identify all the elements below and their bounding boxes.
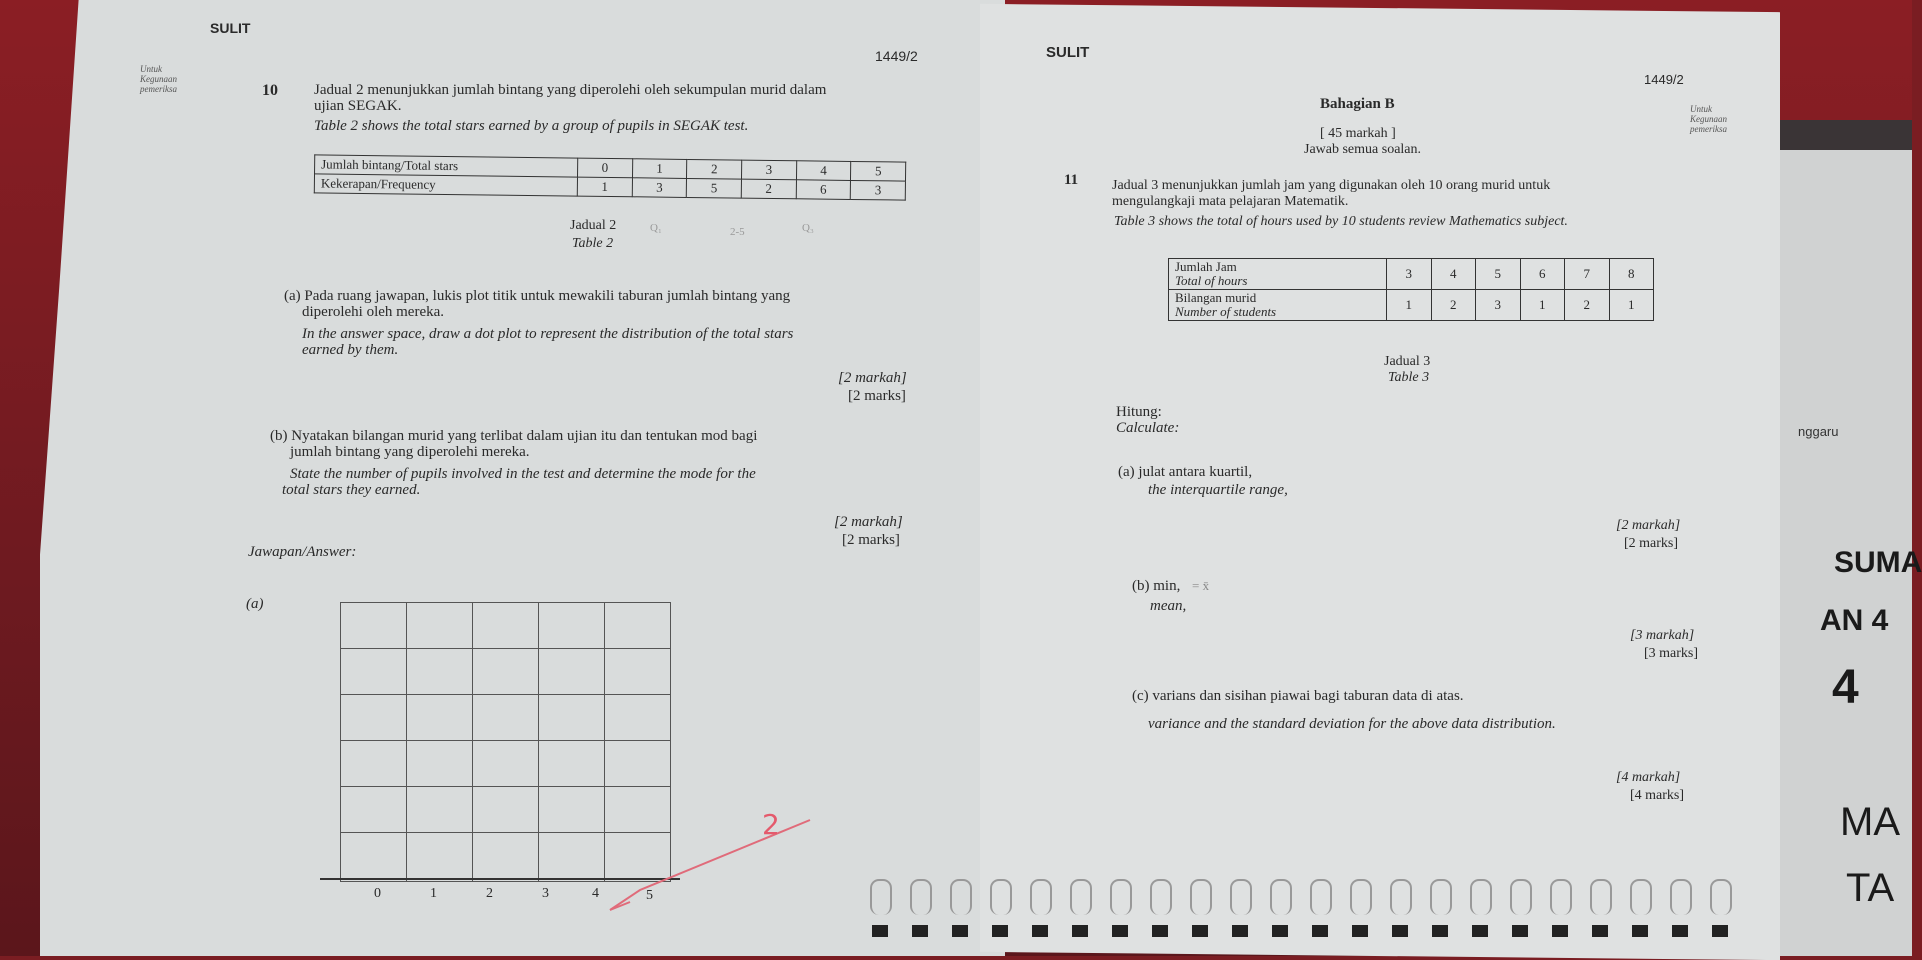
part-b-english-line2: total stars they earned. [282, 482, 421, 498]
part-b-malay-line2: jumlah bintang yang diperolehi mereka. [290, 444, 530, 460]
table-2 [314, 154, 906, 200]
section-marks: [ 45 markah ] [1320, 126, 1396, 141]
pink-pencil-stroke [600, 800, 830, 920]
right-part-c-marks-malay: [4 markah] [1616, 770, 1681, 785]
bg-fragment: AN 4 [1820, 604, 1889, 637]
table3-row2-label-english: Number of students [1175, 304, 1277, 319]
table3-caption-english: Table 3 [1388, 370, 1430, 385]
right-paper-code: 1449/2 [1644, 72, 1684, 87]
table3-cell: 1 [1520, 290, 1565, 321]
table2-caption-english: Table 2 [572, 236, 614, 251]
table3-row1-label-english: Total of hours [1175, 273, 1248, 288]
table2-cell: 6 [796, 180, 851, 200]
q10-english: Table 2 shows the total stars earned by a group of pupils in SEGAK test. [314, 118, 749, 134]
left-header-sulit: SULIT [210, 20, 251, 36]
axis-tick: 0 [374, 886, 381, 901]
part-c-malay: (c) varians dan sisihan piawai bagi taburan data di atas. [1132, 688, 1464, 704]
part-b-english: mean, [1150, 598, 1187, 614]
part-a-marks-english: [2 marks] [848, 388, 906, 404]
table3-caption-malay: Jadual 3 [1384, 354, 1431, 369]
part-b-english-line1: State the number of pupils involved in the test and determine the mode for the [290, 466, 756, 482]
part-a-malay-line1: (a) Pada ruang jawapan, lukis plot titik untuk mewakili taburan jumlah bintang yang [284, 288, 791, 304]
right-part-a-marks-english: [2 marks] [1624, 536, 1679, 551]
table3-cell: 3 [1387, 259, 1432, 290]
part-b-malay: (b) min, [1132, 578, 1181, 594]
right-part-c-marks-english: [4 marks] [1630, 788, 1685, 803]
axis-tick: 1 [430, 886, 437, 901]
table3-row2-label [1169, 290, 1387, 321]
part-a-english-line1: In the answer space, draw a dot plot to represent the distribution of the total stars [302, 326, 794, 342]
left-margin-note: Untuk Kegunaan pemeriksa [140, 64, 177, 94]
q10-malay-line2: ujian SEGAK. [314, 98, 402, 114]
q11-english: Table 3 shows the total of hours used by 10 students review Mathematics subject. [1114, 214, 1568, 229]
calc-english: Calculate: [1116, 420, 1180, 436]
table3-cell: 2 [1565, 290, 1610, 321]
table2-cell: 2 [687, 159, 742, 179]
axis-tick: 4 [592, 886, 599, 901]
part-b-marks-malay: [2 markah] [834, 514, 903, 530]
table3-cell: 5 [1476, 259, 1521, 290]
table2-cell: 0 [578, 158, 633, 178]
bg-fragment: SUMA [1834, 546, 1922, 579]
pencil-two: 2 [762, 808, 780, 841]
part-c-english: variance and the standard deviation for the above data distribution. [1148, 716, 1556, 732]
section-title: Bahagian B [1320, 96, 1395, 112]
axis-tick: 3 [542, 886, 549, 901]
table2-caption-malay: Jadual 2 [570, 218, 617, 233]
part-b-malay-line1: (b) Nyatakan bilangan murid yang terlibat dalam ujian itu dan tentukan mod bagi [270, 428, 758, 444]
bg-fragment: TA [1846, 866, 1895, 910]
part-b-marks-english: [2 marks] [842, 532, 900, 548]
bg-fragment: nggaru [1798, 424, 1839, 439]
spiral-binding [860, 875, 1760, 956]
right-margin-note: Untuk Kegunaan pemeriksa [1690, 104, 1727, 134]
bg-fragment: 4 [1832, 661, 1859, 714]
right-header-sulit: SULIT [1046, 44, 1090, 61]
table2-cell: 4 [796, 161, 851, 181]
right-part-a-marks-malay: [2 markah] [1616, 518, 1681, 533]
left-paper-code: 1449/2 [875, 48, 918, 64]
table2-cell: 1 [577, 177, 632, 197]
table3-cell: 7 [1565, 259, 1610, 290]
table2-row2-label: Kekerapan/Frequency [314, 174, 577, 196]
part-a-marks-malay: [2 markah] [838, 370, 907, 386]
table-3 [1168, 258, 1654, 321]
table3-cell: 8 [1609, 259, 1654, 290]
table3-cell: 1 [1387, 290, 1432, 321]
table2-cell: 2 [741, 179, 796, 199]
pencil-note: Q₁ [650, 222, 662, 234]
q10-malay-line1: Jadual 2 menunjukkan jumlah bintang yang diperolehi oleh sekumpulan murid dalam [314, 82, 827, 98]
table3-cell: 6 [1520, 259, 1565, 290]
table2-cell: 1 [632, 159, 687, 179]
q11-number: 11 [1064, 172, 1079, 188]
q10-number: 10 [262, 82, 278, 99]
pencil-note: Q₃ [802, 222, 814, 234]
calc-malay: Hitung: [1116, 404, 1162, 420]
table3-cell: 3 [1476, 290, 1521, 321]
table2-cell: 3 [851, 180, 906, 200]
table2-cell: 5 [851, 161, 906, 181]
part-b-pencil: = x̄ [1192, 578, 1210, 593]
table2-cell: 5 [687, 178, 742, 198]
right-part-b-marks-malay: [3 markah] [1630, 628, 1695, 643]
q11-malay-line1: Jadual 3 menunjukkan jumlah jam yang digunakan oleh 10 orang murid untuk [1112, 178, 1551, 193]
part-a-english: the interquartile range, [1148, 482, 1288, 498]
table3-cell: 1 [1609, 290, 1654, 321]
table3-row1-label-malay: Jumlah Jam [1175, 259, 1237, 274]
pencil-note: 2-5 [730, 226, 745, 238]
part-a-malay-line2: diperolehi oleh mereka. [302, 304, 445, 320]
part-a-english-line2: earned by them. [302, 342, 399, 358]
right-part-b-marks-english: [3 marks] [1644, 646, 1699, 661]
answer-label: Jawapan/Answer: [248, 544, 357, 560]
axis-tick: 5 [646, 888, 653, 903]
table3-cell: 4 [1431, 259, 1476, 290]
answer-part-a: (a) [246, 596, 264, 612]
bg-fragment: MA [1840, 800, 1900, 844]
table2-row1-label: Jumlah bintang/Total stars [315, 155, 578, 177]
section-instruction: Jawab semua soalan. [1304, 142, 1422, 157]
q11-malay-line2: mengulangkaji mata pelajaran Matematik. [1112, 194, 1349, 209]
table3-cell: 2 [1431, 290, 1476, 321]
table2-cell: 3 [632, 178, 687, 198]
table3-row2-label-malay: Bilangan murid [1175, 290, 1257, 305]
table3-row1-label [1169, 259, 1387, 290]
axis-tick: 2 [486, 886, 493, 901]
part-a-malay: (a) julat antara kuartil, [1118, 464, 1253, 480]
table2-cell: 3 [741, 160, 796, 180]
